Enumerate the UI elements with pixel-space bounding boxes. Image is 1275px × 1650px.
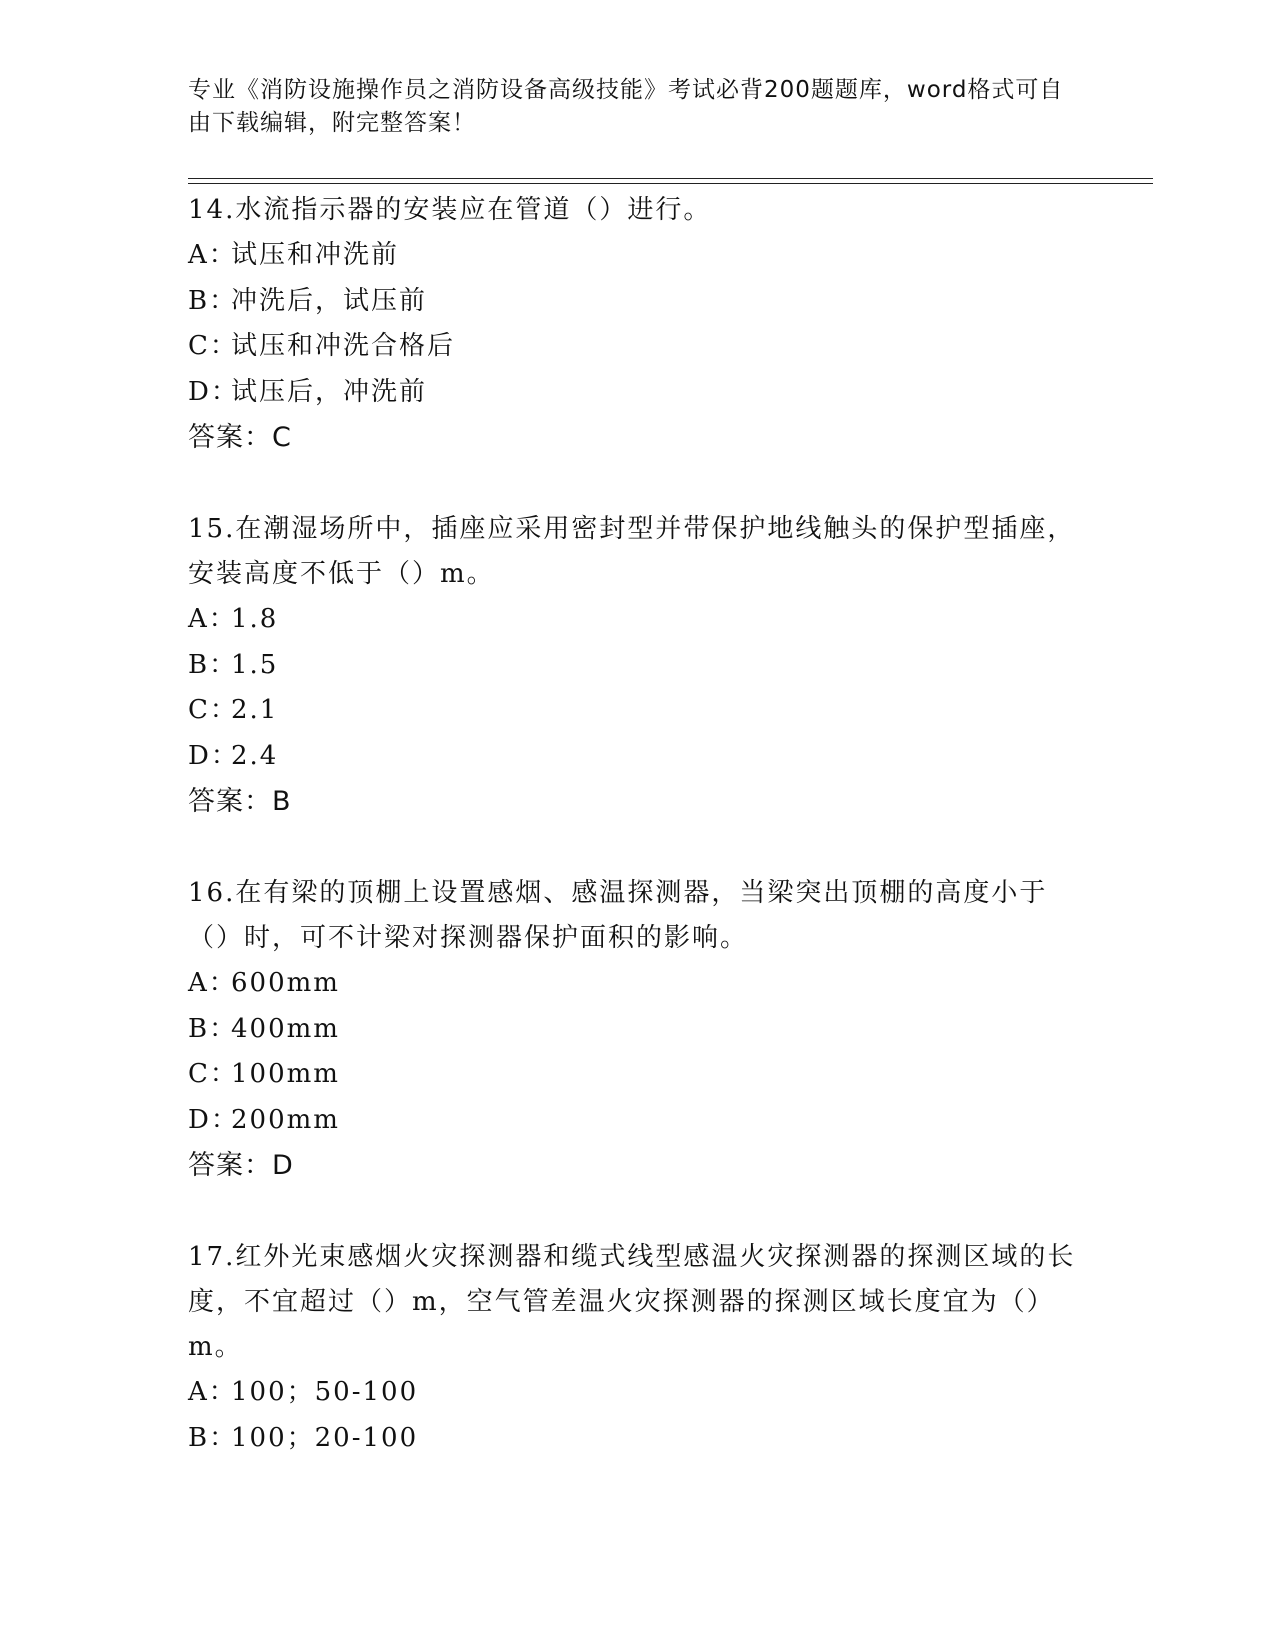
option-key: C：: [188, 331, 238, 361]
option-text: 试压和冲洗前: [231, 240, 400, 270]
option-text: 试压和冲洗合格后: [231, 331, 456, 361]
question-stem: 17.红外光束感烟火灾探测器和缆式线型感温火灾探测器的探测区域的长度，不宜超过（）m，空气管差温火灾探测器的探测区域长度宜为（）m。: [188, 1242, 1076, 1362]
option-key: B：: [188, 1422, 238, 1453]
option-c: [188, 324, 1078, 370]
option-d: [188, 1098, 1078, 1144]
option-a: [188, 233, 1078, 279]
option-key: A：: [188, 968, 237, 998]
option-a: [188, 961, 1078, 1007]
option-text: 600mm: [231, 968, 340, 998]
option-b: [188, 643, 1078, 689]
question-stem: 16.在有梁的顶棚上设置感烟、感温探测器，当梁突出顶棚的高度小于（）时，可不计梁对探测器保护面积的影响。: [188, 878, 1048, 953]
option-text: 400mm: [231, 1013, 340, 1044]
option-key: D：: [188, 740, 239, 771]
question-17: [188, 1235, 1078, 1461]
option-d: [188, 734, 1078, 780]
question-stem: 15.在潮湿场所中，插座应采用密封型并带保护地线触头的保护型插座，安装高度不低于（）m。: [188, 514, 1076, 589]
option-text: 2.1: [231, 695, 279, 725]
option-key: B：: [188, 1013, 238, 1044]
question-stem: 14.水流指示器的安装应在管道（）进行。: [188, 195, 712, 225]
answer-line: 答案：D: [188, 1150, 294, 1181]
option-key: D：: [188, 1104, 239, 1135]
option-b: [188, 1007, 1078, 1053]
option-b: [188, 1416, 1078, 1462]
option-b: [188, 279, 1078, 325]
option-key: C：: [188, 1059, 238, 1089]
option-text: 100；20-100: [231, 1422, 419, 1453]
header-divider-top: [188, 178, 1153, 179]
question-16: [188, 871, 1078, 1189]
option-key: A：: [188, 240, 237, 270]
option-d: [188, 370, 1078, 416]
option-c: [188, 1052, 1078, 1098]
answer-line: 答案：C: [188, 422, 292, 453]
option-key: A：: [188, 1377, 237, 1407]
header-divider-bottom: [188, 183, 1153, 184]
option-text: 冲洗后，试压前: [231, 285, 428, 316]
option-text: 1.5: [231, 649, 279, 680]
option-a: [188, 1370, 1078, 1416]
option-a: [188, 597, 1078, 643]
question-15: [188, 507, 1078, 825]
option-text: 100；50-100: [231, 1377, 419, 1407]
option-key: A：: [188, 604, 237, 634]
question-14: [188, 188, 1078, 461]
answer-line: 答案：B: [188, 786, 292, 817]
option-text: 100mm: [231, 1059, 340, 1089]
option-text: 2.4: [231, 740, 279, 771]
option-key: D：: [188, 376, 239, 407]
question-list: [188, 188, 1078, 1507]
option-text: 1.8: [231, 604, 279, 634]
option-text: 200mm: [231, 1104, 340, 1135]
option-key: C：: [188, 695, 238, 725]
document-header: 专业《消防设施操作员之消防设备高级技能》考试必背200题题库，word格式可自由下载编辑，附完整答案！: [188, 77, 1064, 136]
option-key: B：: [188, 285, 238, 316]
option-text: 试压后，冲洗前: [231, 376, 428, 407]
option-c: [188, 688, 1078, 734]
option-key: B：: [188, 649, 238, 680]
